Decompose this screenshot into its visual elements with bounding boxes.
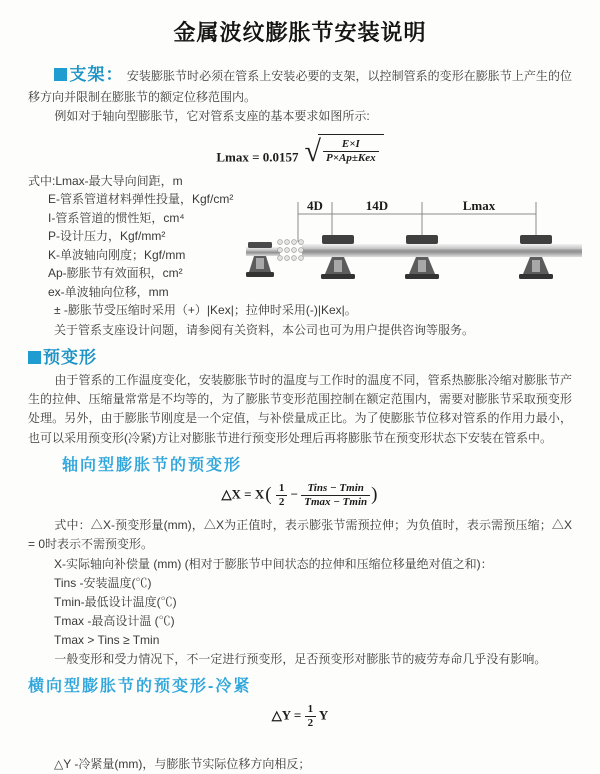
axial-fatigue-note: 一般变形和受力情况下，不一定进行预变形，足否预变形对膨胀节的疲劳寿命几乎没有影响。	[54, 651, 547, 666]
lmax-formula-prefix: Lmax = 0.0157	[216, 148, 299, 164]
dim-label-4d: 4D	[307, 197, 323, 213]
axial-variable-list	[28, 555, 572, 650]
cold-tightening-note: △Y -冷紧量(mm)，与膨胀节实际位移方向相反；	[54, 757, 311, 772]
lateral-predeform-subheading: 横向型膨胀节的预变形-冷紧	[28, 677, 252, 695]
variable-item: X-实际轴向补偿量 (mm) (相对于膨胀节中间状态的拉伸和压缩位移量绝对值之和)：	[54, 556, 493, 571]
variable-item: Tmax -最高设计温 (℃)	[54, 613, 175, 628]
definition-item: I-管系管道的惯性矩，cm⁴	[48, 210, 185, 225]
support-intro-text: 安装膨胀节时必须在管系上安装必要的支架，以控制管系的变形在膨胀节上产生的位移方向并限制在膨胀节的额定位移范围内。	[28, 69, 572, 105]
open-paren: (	[265, 484, 272, 506]
close-paren: )	[371, 484, 378, 506]
lateral-half-numerator: 1	[305, 703, 317, 717]
dim-label-lmax: Lmax	[462, 197, 496, 213]
sqrt-sign-icon: √	[304, 134, 322, 168]
support-section-heading: 支架：	[69, 65, 124, 84]
pipe-left-stub	[246, 247, 280, 256]
section-square-icon	[28, 351, 41, 364]
temp-fraction-denominator: Tmax − Tmin	[304, 495, 368, 508]
lmax-formula	[28, 134, 572, 168]
temp-fraction-numerator: Tins − Tmin	[301, 482, 370, 496]
lateral-formula-prefix: △Y =	[271, 707, 302, 723]
definition-item: E-管系管道材料弹性投量，Kgf/cm²	[48, 192, 234, 207]
lateral-formula-suffix: Y	[318, 707, 329, 723]
bellows-icon	[278, 240, 304, 261]
lateral-predeform-formula	[28, 703, 572, 730]
lateral-half-denominator: 2	[307, 716, 314, 729]
minus-sign: −	[290, 486, 298, 502]
definition-item: K-单波轴向刚度；Kgf/mm	[48, 247, 186, 262]
variable-item: Tmax > Tins ≥ Tmin	[54, 632, 160, 647]
half-numerator: 1	[276, 482, 288, 496]
radical	[304, 134, 384, 168]
definition-item: 式中:Lmax-最大导向间距，m	[28, 173, 183, 188]
support-example-line: 例如对于轴向型膨胀节，它对管系支座的基本要求如图所示:	[54, 109, 370, 124]
kex-sign-note: ± -膨胀节受压缩时采用（+）|Kex|；拉伸时采用(-)|Kex|。	[54, 303, 357, 318]
half-denominator: 2	[278, 495, 285, 508]
definition-item: ex-单波轴向位移，mm	[48, 284, 169, 299]
axial-formula-explanation: 式中：△X-预变形量(mm)，△X为正值时，表示膨张节需预拉伸；为负值时，表示需预压缩；△X = 0时表示不需预变形。	[28, 518, 572, 552]
lmax-formula-numerator: E×I	[323, 138, 379, 152]
page-title: 金属波纹膨胀节安装说明	[173, 20, 427, 45]
support-pedestal	[246, 242, 274, 277]
pipe-body	[302, 244, 582, 257]
pipe-support-diagram-svg	[246, 198, 582, 293]
pipe-support-diagram	[246, 198, 582, 302]
section-square-icon	[54, 68, 67, 81]
variable-item: Tmin-最低设计温度(℃)	[54, 594, 177, 609]
lmax-formula-denominator: P×Ap±Kex	[326, 151, 376, 164]
predeform-paragraph: 由于管系的工作温度变化，安装膨胀节时的温度与工作时的温度不同，管系热膨胀冷缩对膨胀节产生的拉伸、压缩量常常是不均等的，为了膨胀节变形范围控制在额定范围内，需要对膨胀节采取预变形处理。另外，由于膨胀节刚度是一个定值，与补偿量成正比。为了使膨胀节位移对管系的作用力最小，也可以采用预变形(冷紧)方让对膨胀节进行预变形处理后再将膨胀节在预变形状态下安装在管系中。	[28, 373, 572, 445]
predeform-section-heading: 预变形	[43, 347, 97, 367]
dim-label-14d: 14D	[365, 197, 389, 213]
support-consult-note: 关于管系支座设计问题，请参阅有关资料，本公司也可为用户提供咨询等服务。	[54, 322, 475, 337]
definitions-and-diagram	[28, 172, 572, 302]
definition-item: P-设计压力，Kgf/mm²	[48, 229, 166, 244]
axial-predeform-subheading: 轴向型膨胀节的预变形	[62, 456, 243, 474]
definition-item: Ap-膨胀节有效面积，cm²	[48, 266, 183, 281]
predeform-heading-line	[28, 344, 572, 371]
symbol-definitions-list	[28, 172, 246, 302]
axial-predeform-formula	[28, 482, 572, 509]
axial-formula-prefix: △X = X	[221, 486, 265, 502]
support-intro-paragraph	[28, 61, 572, 107]
variable-item: Tins -安装温度(℃)	[54, 575, 152, 590]
